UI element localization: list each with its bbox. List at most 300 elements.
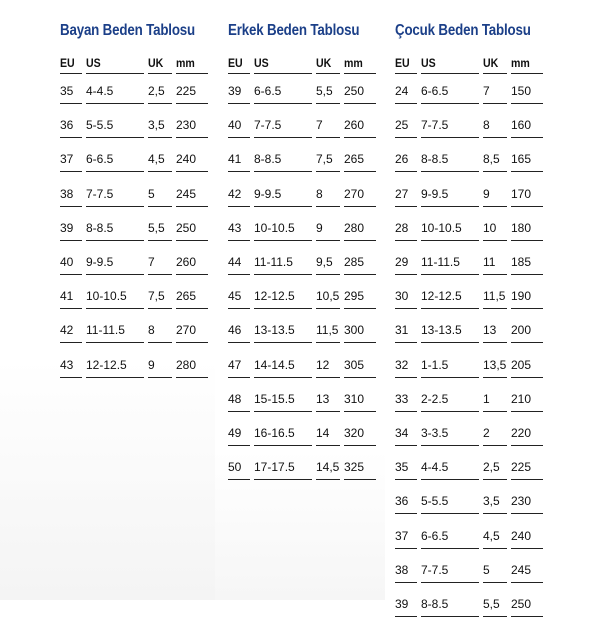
row-underline (483, 479, 507, 480)
cell-us: 15-15.5 (254, 391, 295, 406)
row-underline (316, 206, 340, 207)
row-underline (228, 274, 250, 275)
cell-uk: 8 (483, 118, 490, 133)
row-underline (511, 445, 543, 446)
header-underline (316, 73, 340, 74)
row-underline (511, 137, 543, 138)
cell-mm: 170 (511, 186, 532, 201)
cell-eu: 31 (395, 323, 409, 338)
header-underline (228, 73, 250, 74)
row-underline (254, 103, 312, 104)
cell-uk: 7,5 (316, 152, 333, 167)
cell-uk: 7 (316, 118, 323, 133)
header-underline (395, 73, 417, 74)
cell-eu: 39 (228, 84, 242, 98)
header-us: US (421, 58, 436, 70)
header-underline (254, 73, 312, 74)
cell-mm: 260 (176, 255, 197, 269)
row-underline (511, 171, 543, 172)
cell-eu: 36 (395, 494, 409, 509)
cell-eu: 35 (60, 84, 74, 98)
row-underline (421, 479, 479, 480)
row-underline (176, 206, 208, 207)
cell-mm: 230 (511, 494, 532, 509)
row-underline (511, 274, 543, 275)
cell-eu: 42 (228, 186, 242, 201)
cell-uk: 1 (483, 391, 490, 406)
cell-uk: 5,5 (148, 220, 165, 235)
row-underline (176, 137, 208, 138)
cell-mm: 265 (344, 152, 365, 167)
cell-us: 10-10.5 (421, 220, 462, 235)
cell-uk: 13 (316, 391, 330, 406)
row-underline (316, 274, 340, 275)
cell-eu: 29 (395, 255, 409, 269)
cell-us: 4-4.5 (421, 460, 449, 475)
cell-us: 6-6.5 (254, 84, 282, 98)
row-underline (421, 308, 479, 309)
row-underline (316, 240, 340, 241)
cell-mm: 240 (176, 152, 197, 167)
cell-mm: 300 (344, 323, 365, 338)
row-underline (395, 513, 417, 514)
row-underline (316, 137, 340, 138)
row-underline (344, 171, 376, 172)
cell-us: 4-4.5 (86, 84, 114, 98)
header-underline (86, 73, 144, 74)
cell-mm: 230 (176, 118, 197, 133)
row-underline (254, 445, 312, 446)
cell-mm: 150 (511, 84, 532, 98)
cell-eu: 35 (395, 460, 409, 475)
cell-us: 10-10.5 (254, 220, 295, 235)
cell-uk: 2 (483, 426, 490, 440)
row-underline (395, 103, 417, 104)
cell-mm: 310 (344, 391, 365, 406)
row-underline (86, 377, 144, 378)
cell-uk: 4,5 (483, 528, 500, 543)
row-underline (395, 548, 417, 549)
cell-mm: 200 (511, 323, 532, 338)
cell-us: 11-11.5 (421, 255, 460, 269)
row-underline (421, 103, 479, 104)
cell-mm: 280 (344, 220, 365, 235)
row-underline (483, 445, 507, 446)
row-underline (228, 377, 250, 378)
cell-eu: 43 (60, 357, 74, 372)
row-underline (395, 240, 417, 241)
table-title: Çocuk Beden Tablosu (395, 22, 531, 39)
cell-uk: 7 (148, 255, 155, 269)
cell-eu: 38 (395, 562, 409, 577)
header-eu: EU (228, 58, 243, 70)
row-underline (316, 411, 340, 412)
row-underline (421, 377, 479, 378)
row-underline (395, 479, 417, 480)
cell-uk: 10 (483, 220, 497, 235)
cell-us: 6-6.5 (421, 84, 449, 98)
cell-mm: 225 (511, 460, 532, 475)
cell-eu: 33 (395, 391, 409, 406)
cell-eu: 36 (60, 118, 74, 133)
cell-eu: 48 (228, 391, 242, 406)
cell-us: 9-9.5 (421, 186, 449, 201)
cell-us: 12-12.5 (254, 289, 295, 304)
cell-mm: 260 (344, 118, 365, 133)
row-underline (148, 240, 172, 241)
row-underline (511, 308, 543, 309)
row-underline (344, 445, 376, 446)
cell-eu: 30 (395, 289, 409, 304)
cell-eu: 39 (60, 220, 74, 235)
header-us: US (86, 58, 101, 70)
cell-us: 3-3.5 (421, 426, 449, 440)
row-underline (60, 103, 82, 104)
cell-eu: 37 (395, 528, 409, 543)
row-underline (148, 206, 172, 207)
row-underline (344, 411, 376, 412)
cell-us: 17-17.5 (254, 460, 295, 475)
cell-eu: 27 (395, 186, 409, 201)
row-underline (483, 274, 507, 275)
row-underline (148, 171, 172, 172)
cell-mm: 210 (511, 391, 532, 406)
cell-eu: 43 (228, 220, 242, 235)
cell-uk: 9 (483, 186, 490, 201)
cell-eu: 24 (395, 84, 409, 98)
cell-mm: 320 (344, 426, 365, 440)
cell-uk: 9 (148, 357, 155, 372)
cell-uk: 12 (316, 357, 330, 372)
cell-us: 6-6.5 (86, 152, 114, 167)
cell-uk: 5,5 (483, 597, 500, 611)
cell-eu: 32 (395, 357, 409, 372)
header-uk: UK (148, 58, 164, 70)
cell-mm: 240 (511, 528, 532, 543)
cell-us: 9-9.5 (254, 186, 282, 201)
row-underline (511, 103, 543, 104)
row-underline (176, 342, 208, 343)
cell-mm: 185 (511, 255, 532, 269)
cell-mm: 190 (511, 289, 532, 304)
header-uk: UK (483, 58, 499, 70)
row-underline (148, 137, 172, 138)
row-underline (421, 240, 479, 241)
row-underline (228, 103, 250, 104)
row-underline (316, 377, 340, 378)
cell-mm: 285 (344, 255, 365, 269)
row-underline (483, 137, 507, 138)
row-underline (254, 479, 312, 480)
cell-us: 13-13.5 (254, 323, 295, 338)
row-underline (86, 308, 144, 309)
cell-eu: 26 (395, 152, 409, 167)
cell-eu: 49 (228, 426, 242, 440)
cell-us: 7-7.5 (254, 118, 282, 133)
header-underline (421, 73, 479, 74)
row-underline (254, 206, 312, 207)
row-underline (511, 548, 543, 549)
row-underline (228, 445, 250, 446)
cell-mm: 250 (176, 220, 197, 235)
cell-uk: 8,5 (483, 152, 500, 167)
row-underline (511, 513, 543, 514)
cell-us: 12-12.5 (421, 289, 462, 304)
row-underline (421, 171, 479, 172)
cell-uk: 10,5 (316, 289, 340, 304)
row-underline (254, 240, 312, 241)
row-underline (483, 582, 507, 583)
row-underline (176, 103, 208, 104)
row-underline (176, 171, 208, 172)
cell-uk: 13 (483, 323, 497, 338)
row-underline (60, 377, 82, 378)
row-underline (344, 377, 376, 378)
cell-mm: 270 (344, 186, 365, 201)
cell-us: 9-9.5 (86, 255, 114, 269)
cell-mm: 325 (344, 460, 365, 475)
cell-eu: 40 (228, 118, 242, 133)
cell-us: 7-7.5 (421, 562, 449, 577)
cell-mm: 265 (176, 289, 197, 304)
header-mm: mm (176, 58, 195, 70)
cell-uk: 7,5 (148, 289, 165, 304)
cell-uk: 9 (316, 220, 323, 235)
row-underline (395, 274, 417, 275)
cell-eu: 25 (395, 118, 409, 133)
row-underline (86, 206, 144, 207)
header-underline (483, 73, 507, 74)
header-mm: mm (511, 58, 530, 70)
cell-us: 5-5.5 (421, 494, 449, 509)
cell-uk: 5 (148, 186, 155, 201)
row-underline (421, 513, 479, 514)
row-underline (60, 240, 82, 241)
row-underline (148, 377, 172, 378)
row-underline (421, 137, 479, 138)
row-underline (395, 137, 417, 138)
cell-uk: 14,5 (316, 460, 340, 475)
cell-us: 7-7.5 (86, 186, 114, 201)
row-underline (60, 137, 82, 138)
row-underline (344, 479, 376, 480)
row-underline (228, 342, 250, 343)
row-underline (421, 274, 479, 275)
header-underline (511, 73, 543, 74)
row-underline (421, 411, 479, 412)
row-underline (483, 103, 507, 104)
row-underline (254, 342, 312, 343)
row-underline (483, 513, 507, 514)
cell-uk: 3,5 (148, 118, 165, 133)
cell-mm: 250 (344, 84, 365, 98)
cell-uk: 5 (483, 562, 490, 577)
row-underline (148, 308, 172, 309)
cell-eu: 46 (228, 323, 242, 338)
row-underline (176, 240, 208, 241)
row-underline (344, 342, 376, 343)
cell-us: 12-12.5 (86, 357, 127, 372)
cell-us: 11-11.5 (86, 323, 125, 338)
row-underline (60, 171, 82, 172)
row-underline (395, 342, 417, 343)
row-underline (483, 240, 507, 241)
row-underline (86, 274, 144, 275)
cell-us: 8-8.5 (421, 597, 449, 611)
header-underline (60, 73, 82, 74)
cell-us: 8-8.5 (86, 220, 114, 235)
cell-eu: 37 (60, 152, 74, 167)
cell-eu: 34 (395, 426, 409, 440)
cell-us: 5-5.5 (86, 118, 114, 133)
header-us: US (254, 58, 269, 70)
row-underline (228, 308, 250, 309)
row-underline (395, 445, 417, 446)
cell-us: 7-7.5 (421, 118, 449, 133)
row-underline (344, 240, 376, 241)
row-underline (176, 308, 208, 309)
cell-uk: 11,5 (483, 289, 506, 304)
cell-uk: 3,5 (483, 494, 500, 509)
row-underline (254, 137, 312, 138)
cell-uk: 7 (483, 84, 490, 98)
row-underline (421, 548, 479, 549)
cell-uk: 13,5 (483, 357, 507, 372)
row-underline (228, 240, 250, 241)
cell-us: 10-10.5 (86, 289, 127, 304)
row-underline (316, 445, 340, 446)
cell-eu: 47 (228, 357, 242, 372)
cell-us: 6-6.5 (421, 528, 449, 543)
cell-mm: 250 (511, 597, 532, 611)
row-underline (60, 274, 82, 275)
cell-mm: 245 (176, 186, 197, 201)
row-underline (511, 411, 543, 412)
cell-eu: 44 (228, 255, 242, 269)
row-underline (254, 377, 312, 378)
row-underline (395, 411, 417, 412)
cell-uk: 11,5 (316, 323, 339, 338)
row-underline (86, 240, 144, 241)
cell-eu: 38 (60, 186, 74, 201)
cell-mm: 280 (176, 357, 197, 372)
cell-uk: 14 (316, 426, 330, 440)
row-underline (86, 171, 144, 172)
cell-uk: 4,5 (148, 152, 165, 167)
row-underline (511, 377, 543, 378)
cell-uk: 8 (316, 186, 323, 201)
cell-mm: 165 (511, 152, 532, 167)
header-eu: EU (60, 58, 75, 70)
row-underline (254, 274, 312, 275)
row-underline (316, 171, 340, 172)
row-underline (344, 137, 376, 138)
row-underline (254, 171, 312, 172)
row-underline (148, 342, 172, 343)
row-underline (254, 308, 312, 309)
cell-uk: 5,5 (316, 84, 333, 98)
cell-mm: 225 (176, 84, 197, 98)
row-underline (421, 582, 479, 583)
row-underline (344, 308, 376, 309)
cell-eu: 50 (228, 460, 242, 475)
header-underline (148, 73, 172, 74)
row-underline (228, 171, 250, 172)
row-underline (483, 171, 507, 172)
row-underline (483, 206, 507, 207)
cell-us: 2-2.5 (421, 391, 449, 406)
row-underline (483, 308, 507, 309)
row-underline (483, 377, 507, 378)
cell-eu: 28 (395, 220, 409, 235)
cell-us: 1-1.5 (421, 357, 449, 372)
row-underline (228, 411, 250, 412)
row-underline (511, 206, 543, 207)
cell-mm: 160 (511, 118, 532, 133)
cell-eu: 45 (228, 289, 242, 304)
row-underline (148, 274, 172, 275)
cell-eu: 41 (60, 289, 74, 304)
cell-uk: 11 (483, 255, 496, 269)
row-underline (228, 137, 250, 138)
row-underline (316, 342, 340, 343)
cell-us: 8-8.5 (421, 152, 449, 167)
background-shade (0, 357, 215, 600)
row-underline (60, 206, 82, 207)
row-underline (228, 479, 250, 480)
row-underline (483, 411, 507, 412)
row-underline (421, 445, 479, 446)
cell-mm: 295 (344, 289, 365, 304)
row-underline (86, 342, 144, 343)
row-underline (316, 103, 340, 104)
row-underline (511, 479, 543, 480)
header-eu: EU (395, 58, 410, 70)
row-underline (421, 342, 479, 343)
cell-mm: 245 (511, 562, 532, 577)
row-underline (395, 308, 417, 309)
row-underline (511, 240, 543, 241)
cell-mm: 180 (511, 220, 532, 235)
row-underline (344, 103, 376, 104)
cell-us: 11-11.5 (254, 255, 293, 269)
row-underline (395, 582, 417, 583)
cell-uk: 2,5 (148, 84, 165, 98)
row-underline (344, 274, 376, 275)
cell-uk: 9,5 (316, 255, 333, 269)
cell-eu: 39 (395, 597, 409, 611)
table-title: Erkek Beden Tablosu (228, 22, 360, 39)
cell-us: 16-16.5 (254, 426, 295, 440)
header-underline (176, 73, 208, 74)
cell-mm: 205 (511, 357, 532, 372)
row-underline (60, 342, 82, 343)
header-underline (344, 73, 376, 74)
row-underline (395, 171, 417, 172)
row-underline (148, 103, 172, 104)
row-underline (483, 342, 507, 343)
row-underline (316, 308, 340, 309)
row-underline (395, 206, 417, 207)
row-underline (86, 103, 144, 104)
row-underline (483, 548, 507, 549)
header-uk: UK (316, 58, 332, 70)
cell-eu: 40 (60, 255, 74, 269)
row-underline (421, 206, 479, 207)
cell-us: 13-13.5 (421, 323, 462, 338)
table-title: Bayan Beden Tablosu (60, 22, 196, 39)
row-underline (344, 206, 376, 207)
